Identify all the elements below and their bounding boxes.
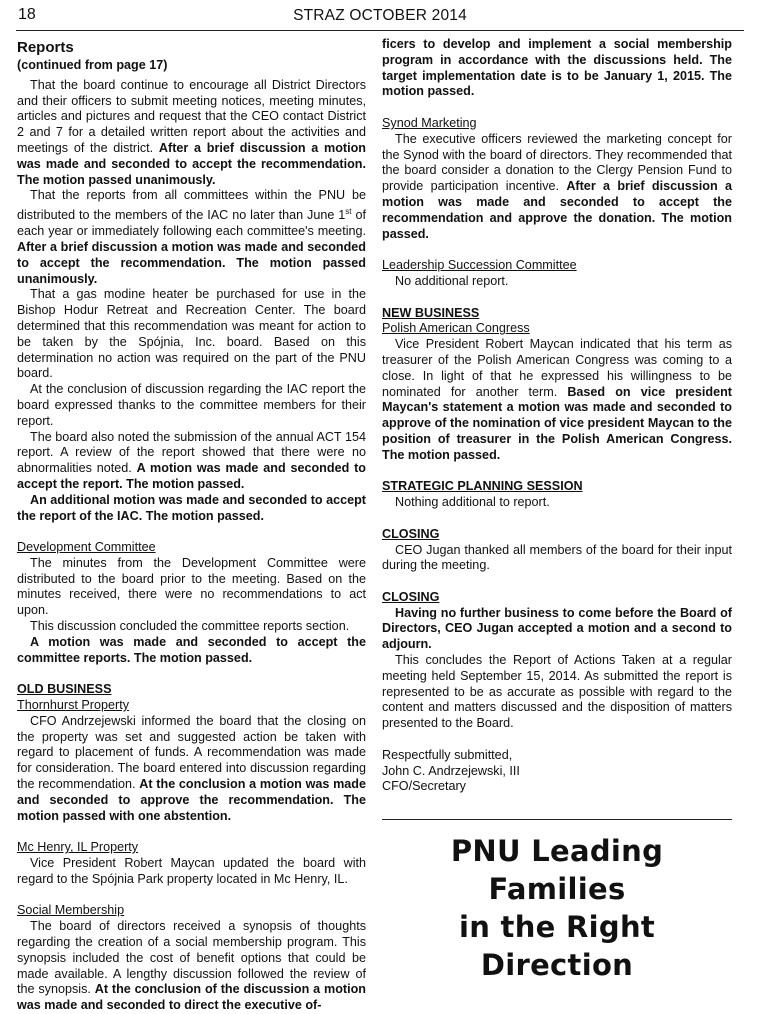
text: That the reports from all committees within the PNU be distributed to the members of the IAC no later than June 1	[17, 188, 366, 223]
signature-name: John C. Andrzejewski, III	[382, 763, 520, 778]
heading-synod-marketing: Synod Marketing	[382, 115, 477, 130]
paragraph: This discussion concluded the committee reports section.	[30, 619, 350, 634]
text: Vice President Robert Maycan indicated that his term as treasurer of the Polish American Congress was coming to a close. In light of that he expressed his willingness to be nominated for another term.	[382, 337, 732, 399]
banner-line: PNU Leading Families	[450, 834, 664, 907]
page-number: 18	[18, 6, 36, 23]
paragraph: The minutes from the Development Committee were distributed to the board prior to the meeting. Based on the minutes received, there were no recommendations to act upon.	[17, 555, 366, 618]
heading-strategic-planning: STRATEGIC PLANNING SESSION	[382, 479, 583, 494]
continued-note: (continued from page 17)	[17, 58, 168, 72]
heading-leadership-succession: Leadership Succession Committee	[382, 258, 577, 273]
text-bold: After a brief discussion a motion was made and seconded to accept the recommendation and approve the donation. The motion passed.	[382, 179, 733, 241]
text-bold: A motion was made and seconded to accept the report. The motion passed.	[17, 461, 366, 491]
text-bold: After a brief discussion a motion was made and seconded to accept the recommendation. The motion passed unanimously.	[17, 140, 367, 187]
paragraph: ficers to develop and implement a social membership program in accordance with the discussions held. The target implementation date is to be January 1, 2015. The motion passed.	[382, 37, 732, 99]
heading-closing: CLOSING	[382, 526, 440, 541]
masthead: STRAZ OCTOBER 2014	[293, 7, 467, 24]
text: The board of directors received a synopsis of thoughts regarding the creation of a social membership program. This synopsis included the cost of benefit options that could be made available. A lengthy discussion followed the review of the synopsis.	[17, 919, 366, 997]
text: The executive officers reviewed the marketing concept for the Synod with the board of directors. They recommended that the board consider a donation to the Clergy Pension Fund to provide participation incentive.	[382, 131, 732, 194]
paragraph: Vice President Robert Maycan updated the board with regard to the Spójnia Park property located in Mc Henry, IL.	[17, 856, 366, 886]
paragraph	[382, 337, 732, 463]
paragraph	[382, 132, 732, 243]
paragraph: This concludes the Report of Actions Taken at a regular meeting held September 15, 2014. As submitted the report is represented to be as accurate as possible with regard to the content and matters discussed and the disposition of matters presented to the Board.	[382, 653, 732, 731]
header-rule	[16, 30, 744, 31]
right-column	[382, 37, 732, 984]
heading-social-membership: Social Membership	[17, 903, 125, 918]
heading-mchenry-property: Mc Henry, IL Property	[17, 840, 139, 855]
text: That the board continue to encourage all District Directors and their officers to submit meeting notices, meeting minutes, articles and pictures and request that the CEO contact District 2 and 7 for a detailed written report about the activities and meetings of the district.	[17, 77, 366, 155]
superscript: st	[345, 207, 352, 217]
paragraph	[17, 78, 366, 189]
section-title-reports: Reports	[17, 39, 74, 56]
paragraph: At the conclusion of discussion regarding the IAC report the board expressed thanks to the committee members for their report.	[17, 382, 366, 428]
text-bold: At the conclusion of the discussion a motion was made and seconded to direct the executive of-	[17, 982, 366, 1013]
paragraph: A motion was made and seconded to accept the committee reports. The motion passed.	[17, 634, 366, 665]
heading-development-committee: Development Committee	[17, 540, 156, 555]
left-column	[17, 38, 366, 1014]
paragraph	[17, 919, 366, 1014]
banner-line: in the Right	[458, 910, 656, 945]
heading-closing: CLOSING	[382, 589, 440, 604]
section-divider	[382, 819, 732, 820]
paragraph: CEO Jugan thanked all members of the board for their input during the meeting.	[382, 542, 732, 573]
paragraph: An additional motion was made and seconded to accept the report of the IAC. The motion passed.	[17, 492, 366, 523]
text-bold: At the conclusion a motion was made and seconded to approve the recommendation. The motion passed with one abstention.	[17, 777, 366, 823]
paragraph: No additional report.	[395, 273, 509, 288]
signature-line: Respectfully submitted,	[382, 747, 513, 762]
paragraph	[17, 430, 366, 493]
heading-polish-american-congress: Polish American Congress	[382, 321, 530, 336]
page-header	[16, 4, 744, 28]
signature-title: CFO/Secretary	[382, 779, 466, 794]
paragraph: Nothing additional to report.	[395, 495, 550, 510]
text: The board also noted the submission of the annual ACT 154 report. A review of the report showed that there were no abnormalities noted.	[17, 429, 366, 476]
paragraph: Having no further business to come before the Board of Directors, CEO Jugan accepted a motion and a second to adjourn.	[382, 605, 732, 652]
promo-banner	[382, 832, 732, 984]
heading-new-business: NEW BUSINESS	[382, 305, 480, 320]
paragraph	[17, 714, 366, 825]
heading-old-business: OLD BUSINESS	[17, 682, 112, 697]
text-bold: Based on vice president Maycan's statement a motion was made and seconded to approve of the nomination of vice president Maycan to the position of treasurer in the Polish American Congress. The motion passed.	[382, 384, 732, 462]
text: CFO Andrzejewski informed the board that the closing on the property was set and suggested action be taken with regard to placement of funds. A recommendation was made for consideration. The board entered into discussion regarding the recommendation.	[17, 713, 366, 792]
heading-thornhurst-property: Thornhurst Property	[17, 698, 129, 713]
text-bold: After a brief discussion a motion was made and seconded to accept the recommendation. The motion passed unanimously.	[17, 239, 366, 286]
paragraph	[17, 188, 366, 287]
banner-line: Direction	[480, 948, 634, 983]
paragraph: That a gas modine heater be purchased for use in the Bishop Hodur Retreat and Recreation Center. The board determined that this recommendation was meant for action to be taken by the Spójnia, Inc. board. Based on this determination no action was required on the part of the PNU board.	[17, 287, 366, 381]
text: of each year or immediately following each committee's meeting.	[17, 208, 366, 239]
